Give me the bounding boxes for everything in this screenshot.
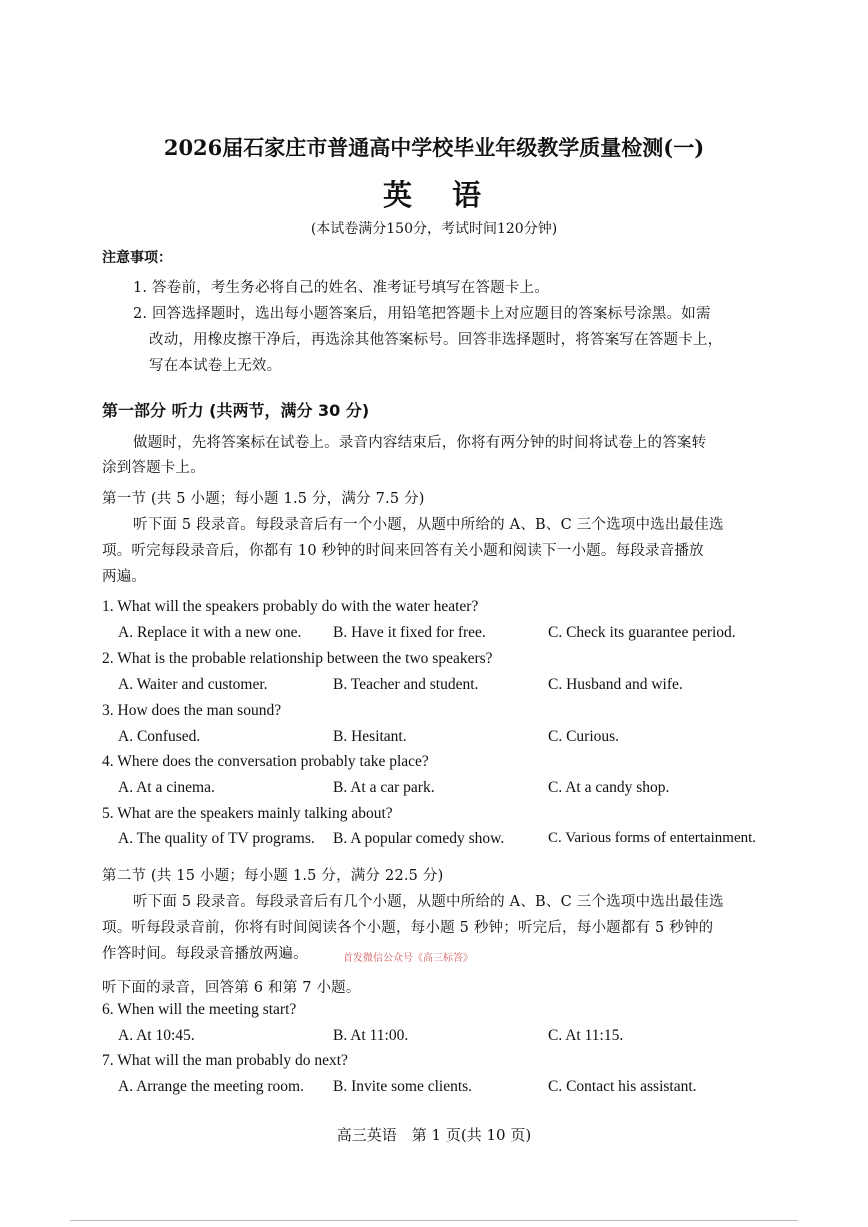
section-one-heading: 第一节 (共 5 小题；每小题 1.5 分，满分 7.5 分) — [102, 491, 425, 507]
subject-title — [0, 173, 868, 214]
question-4: 4. Where does the conversation probably take place? — [102, 753, 429, 770]
section-one-intro-line-3: 两遍。 — [102, 569, 147, 585]
subject-char-1: 英 — [382, 178, 416, 212]
exam-title: 2026届石家庄市普通高中学校毕业年级教学质量检测(一) — [163, 135, 705, 160]
question-2-option-c: C. Husband and wife. — [548, 676, 683, 693]
subject-char-2: 语 — [452, 178, 486, 212]
part-one-heading: 第一部分 听力 (共两节，满分 30 分) — [102, 401, 370, 420]
notice-heading: 注意事项： — [102, 250, 172, 266]
question-7-option-a: A. Arrange the meeting room. — [118, 1078, 304, 1095]
question-5-option-a: A. The quality of TV programs. — [118, 830, 315, 847]
question-6: 6. When will the meeting start? — [102, 1001, 297, 1018]
question-5-option-c: C. Various forms of entertainment. — [548, 830, 757, 846]
question-3-option-c: C. Curious. — [548, 728, 620, 745]
bottom-rule — [70, 1220, 798, 1221]
question-6-option-b: B. At 11:00. — [333, 1027, 409, 1044]
question-4-option-b: B. At a car park. — [333, 779, 435, 796]
question-3: 3. How does the man sound? — [102, 702, 282, 719]
question-4-option-a: A. At a cinema. — [118, 779, 215, 796]
score-time-note: (本试卷满分150分，考试时间120分钟) — [310, 221, 558, 237]
section-two-heading: 第二节 (共 15 小题；每小题 1.5 分，满分 22.5 分) — [102, 868, 444, 884]
question-5-option-b: B. A popular comedy show. — [333, 830, 505, 847]
question-1-option-c: C. Check its guarantee period. — [548, 624, 736, 641]
question-7-option-b: B. Invite some clients. — [333, 1078, 473, 1095]
section-one-intro-line-2: 项。听完每段录音后，你都有 10 秒钟的时间来回答有关小题和阅读下一小题。每段录音播放 — [102, 543, 704, 559]
part-one-intro-line-1: 做题时，先将答案标在试卷上。录音内容结束后，你将有两分钟的时间将试卷上的答案转 — [133, 435, 707, 451]
notice-item-1: 1. 答卷前，考生务必将自己的姓名、准考证号填写在答题卡上。 — [133, 280, 549, 296]
question-7-option-c: C. Contact his assistant. — [548, 1078, 697, 1095]
question-1: 1. What will the speakers probably do with the water heater? — [102, 598, 479, 615]
section-one-intro-line-1: 听下面 5 段录音。每段录音后有一个小题，从题中所给的 A、B、C 三个选项中选出最佳选 — [133, 517, 724, 533]
question-2: 2. What is the probable relationship between the two speakers? — [102, 650, 493, 667]
question-1-option-a: A. Replace it with a new one. — [118, 624, 302, 641]
section-two-intro-line-1: 听下面 5 段录音。每段录音后有几个小题，从题中所给的 A、B、C 三个选项中选出最佳选 — [133, 894, 724, 910]
page-footer: 高三英语 第 1 页(共 10 页) — [336, 1126, 532, 1144]
notice-item-2-line-2: 改动，用橡皮擦干净后，再选涂其他答案标号。回答非选择题时，将答案写在答题卡上， — [149, 332, 723, 348]
question-4-option-c: C. At a candy shop. — [548, 779, 670, 796]
part-one-intro-line-2: 涂到答题卡上。 — [102, 460, 205, 476]
question-6-option-c: C. At 11:15. — [548, 1027, 624, 1044]
question-2-option-a: A. Waiter and customer. — [118, 676, 268, 693]
question-2-option-b: B. Teacher and student. — [333, 676, 479, 693]
question-1-option-b: B. Have it fixed for free. — [333, 624, 486, 641]
notice-item-2-line-3: 写在本试卷上无效。 — [149, 358, 282, 374]
question-6-option-a: A. At 10:45. — [118, 1027, 195, 1044]
question-3-option-b: B. Hesitant. — [333, 728, 407, 745]
question-3-option-a: A. Confused. — [118, 728, 201, 745]
section-two-sub-intro: 听下面的录音，回答第 6 和第 7 小题。 — [102, 980, 361, 996]
notice-item-2-line-1: 2. 回答选择题时，选出每小题答案后，用铅笔把答题卡上对应题目的答案标号涂黑。如需 — [133, 306, 711, 322]
section-two-intro-line-3: 作答时间。每段录音播放两遍。 — [102, 946, 308, 962]
question-7: 7. What will the man probably do next? — [102, 1052, 348, 1069]
section-two-intro-line-2: 项。听每段录音前，你将有时间阅读各个小题，每小题 5 秒钟；听完后，每小题都有 5 秒钟的 — [102, 920, 714, 936]
watermark-text: 首发微信公众号《高三标答》 — [343, 953, 473, 964]
question-5: 5. What are the speakers mainly talking about? — [102, 805, 393, 822]
